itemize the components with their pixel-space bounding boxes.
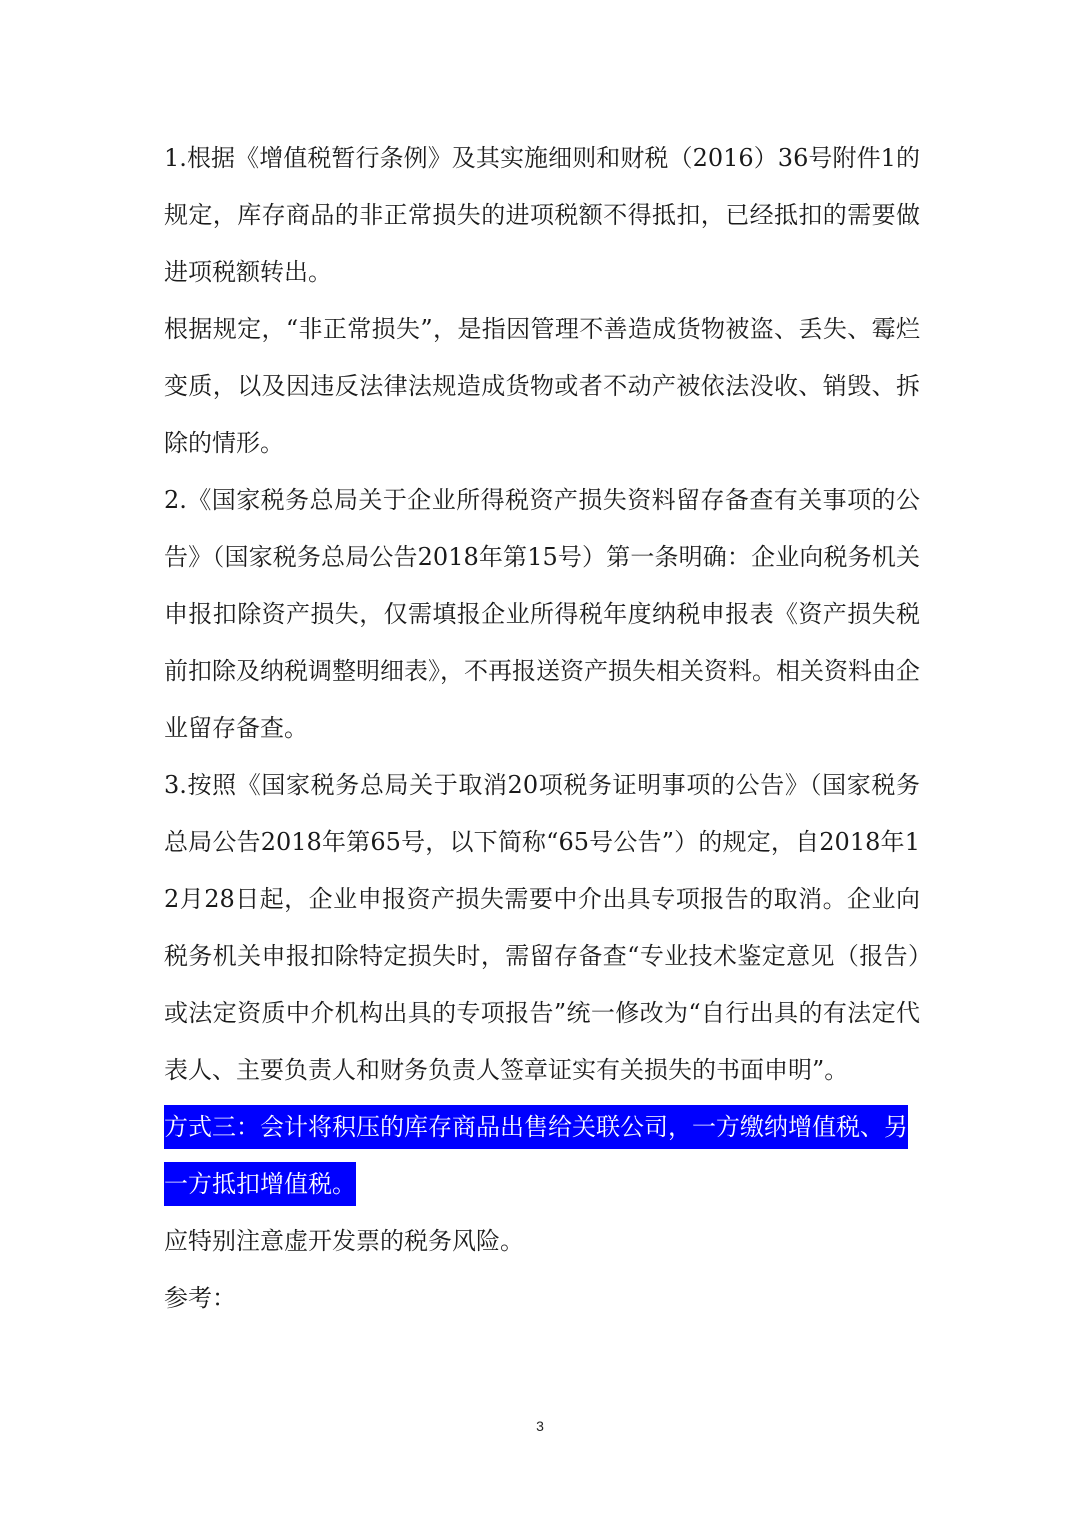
note-line: 应特别注意虚开发票的税务风险。 bbox=[164, 1227, 524, 1255]
paragraph-definition: 根据规定，“非正常损失”，是指因管理不善造成货物被盗、丢失、霉烂变质，以及因违反法律法规造成货物或者不动产被依法没收、销毁、拆除的情形。 bbox=[164, 315, 920, 457]
paragraph-3: 3.按照《国家税务总局关于取消20项税务证明事项的公告》（国家税务总局公告2018年第65号，以下简称“65号公告”）的规定，自2018年12月28日起，企业申报资产损失需要中介出具专项报告的取消。企业向税务机关申报扣除特定损失时，需留存备查“专业技术鉴定意见（报告）或法定资质中介机构出具的专项报告”统一修改为“自行出具的有法定代表人、主要负责人和财务负责人签章证实有关损失的书面申明”。 bbox=[164, 771, 920, 1084]
highlighted-paragraph-container bbox=[164, 1099, 920, 1213]
highlighted-paragraph: 方式三：会计将积压的库存商品出售给关联公司，一方缴纳增值税、另一方抵扣增值税。 bbox=[164, 1105, 908, 1206]
paragraph-2: 2.《国家税务总局关于企业所得税资产损失资料留存备查有关事项的公告》（国家税务总局公告2018年第15号）第一条明确：企业向税务机关申报扣除资产损失，仅需填报企业所得税年度纳税申报表《资产损失税前扣除及纳税调整明细表》，不再报送资产损失相关资料。相关资料由企业留存备查。 bbox=[164, 486, 920, 742]
paragraph-1: 1.根据《增值税暂行条例》及其实施细则和财税（2016）36号附件1的规定，库存商品的非正常损失的进项税额不得抵扣，已经抵扣的需要做进项税额转出。 bbox=[164, 144, 920, 286]
document-body bbox=[164, 130, 920, 1327]
reference-label: 参考： bbox=[164, 1284, 236, 1312]
page-number: 3 bbox=[536, 1418, 544, 1434]
